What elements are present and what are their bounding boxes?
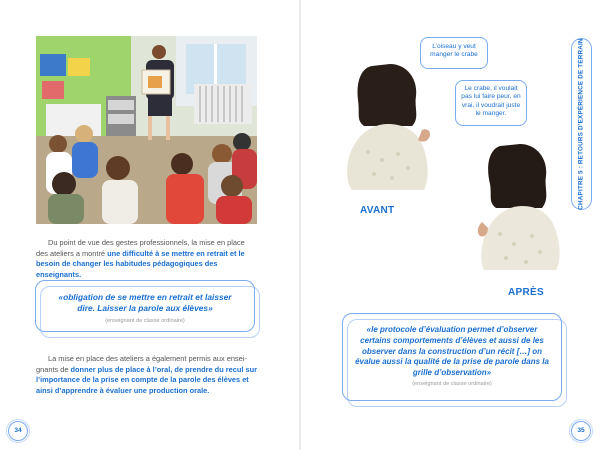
page-number-left: 34 (8, 421, 28, 441)
page-number-right: 35 (571, 421, 591, 441)
paragraph-gestures (36, 238, 258, 280)
speech-bubble-before: L’oiseau y veut manger le crabe (420, 37, 488, 69)
paragraph-gestures-emphasis: une difficulté à se mettre en retrait et le besoin de changer les habitudes pédagogiques des enseignants. (36, 248, 245, 279)
quote-teacher-1: «obligation de se mettre en retrait et laisser dire. Laisser la parole aux élèves» (58, 292, 232, 313)
speech-bubble-after: Le crabe, il voulait pas lui faire peur, en vrai, il voudrait juste le manger. (455, 80, 527, 126)
paragraph-oral-text: La mise en place des ateliers a également permis aux enseignants de (36, 354, 247, 374)
paragraph-oral-emphasis: donner plus de place à l’oral, de prendre du recul sur l’importance de la prise en compte de la parole des élèves et ainsi d’apprendre à évaluer une production orale. (36, 364, 257, 395)
classroom-photo (36, 36, 257, 224)
quote-teacher-2: «le protocole d’évaluation permet d’observer certains comportements d’élèves et aussi de les observer dans la construction d’un récit […] on évalue aussi la qualité de la prise de parole dans la grille d’observation» (355, 325, 549, 378)
quote-teacher-1-credit: (enseignant de classe ordinaire) (105, 318, 185, 324)
label-after: APRÈS (508, 287, 544, 298)
label-before: AVANT (360, 205, 395, 216)
paragraph-oral (36, 354, 258, 396)
paragraph-gestures-text: Du point de vue des gestes professionnels, la mise en place des ateliers a montré (36, 238, 245, 258)
child-illustration-after (476, 140, 566, 275)
page-gutter (299, 0, 301, 450)
child-illustration-before (342, 60, 434, 195)
chapter-label: CHAPITRE 5 : RETOURS D’EXPÉRIENCE DE TERRAIN (577, 38, 585, 210)
quote-teacher-2-credit: (enseignant de classe ordinaire) (412, 381, 492, 387)
